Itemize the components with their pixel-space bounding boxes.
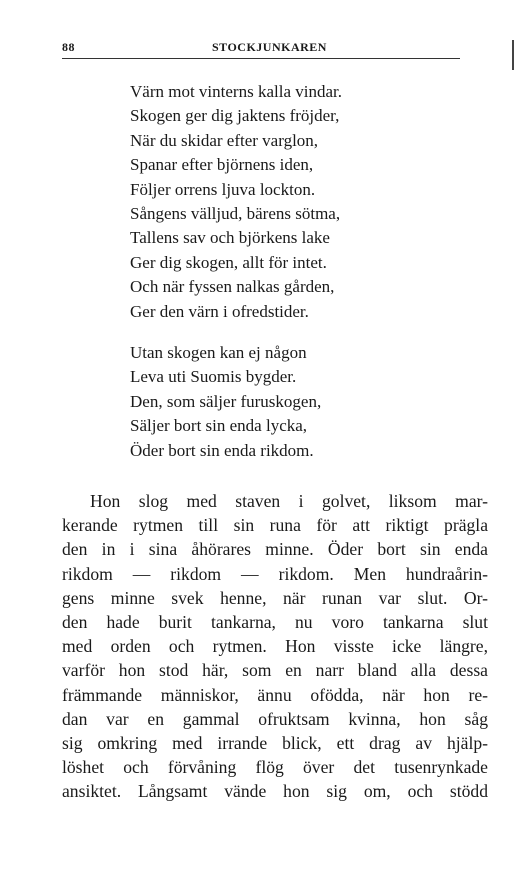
prose-line: främmande människor, ännu ofödda, när hon re-	[62, 684, 488, 705]
prose-line: med orden och rytmen. Hon visste icke längre,	[62, 636, 488, 657]
prose-line: löshet och förvåning flög över det tusenrynkade	[62, 757, 488, 778]
verse-line: Och när fyssen nalkas gården,	[130, 277, 335, 297]
prose-line: varför hon stod här, som en narr bland alla dessa	[62, 660, 488, 681]
page-edge-mark	[512, 40, 517, 70]
page-header	[62, 38, 460, 58]
prose-line: ansiktet. Långsamt vände hon sig om, och stödd	[62, 781, 488, 802]
poem-stanza-1	[130, 80, 470, 324]
prose-line: Hon slog med staven i golvet, liksom mar-	[90, 491, 488, 511]
verse-line: Den, som säljer furuskogen,	[130, 391, 322, 411]
verse-line: Tallens sav och björkens lake	[130, 228, 330, 248]
verse-line: Spanar efter björnens iden,	[130, 155, 314, 175]
verse-line: Utan skogen kan ej någon	[130, 343, 307, 362]
verse-line: Skogen ger dig jaktens fröjder,	[130, 106, 340, 126]
verse-line: Säljer bort sin enda lycka,	[130, 416, 308, 436]
prose-line: dan var en gammal ofruktsam kvinna, hon såg	[62, 708, 488, 729]
prose-line: sig omkring med irrande blick, ett drag av hjälp-	[62, 732, 488, 753]
prose-line: gens minne svek henne, när runan var slut. Or-	[62, 587, 488, 608]
verse-line: Följer orrens ljuva lockton.	[130, 179, 316, 199]
poem-stanza-2	[130, 341, 470, 463]
verse-line: När du skidar efter varglon,	[130, 130, 319, 150]
verse-line: Leva uti Suomis bygder.	[130, 367, 297, 387]
verse-line: Öder bort sin enda rikdom.	[130, 440, 314, 460]
prose-line: rikdom — rikdom — rikdom. Men hundraårin-	[62, 563, 488, 584]
page-number: 88	[62, 40, 75, 54]
verse-line: Ger den värn i ofredstider.	[130, 301, 309, 321]
verse-line: Sångens välljud, bärens sötma,	[130, 203, 341, 223]
header-rule	[62, 58, 460, 59]
prose-line: kerande rytmen till sin runa för att riktigt prägla	[62, 515, 488, 536]
verse-line: Ger dig skogen, allt för intet.	[130, 252, 327, 272]
prose-line: den hade burit tankarna, nu voro tankarna slut	[62, 611, 488, 632]
prose-line: den in i sina åhörares minne. Öder bort sin enda	[62, 539, 488, 560]
running-head: STOCKJUNKAREN	[212, 40, 327, 54]
prose-paragraph	[62, 489, 488, 803]
verse-line: Värn mot vinterns kalla vindar.	[130, 82, 342, 101]
